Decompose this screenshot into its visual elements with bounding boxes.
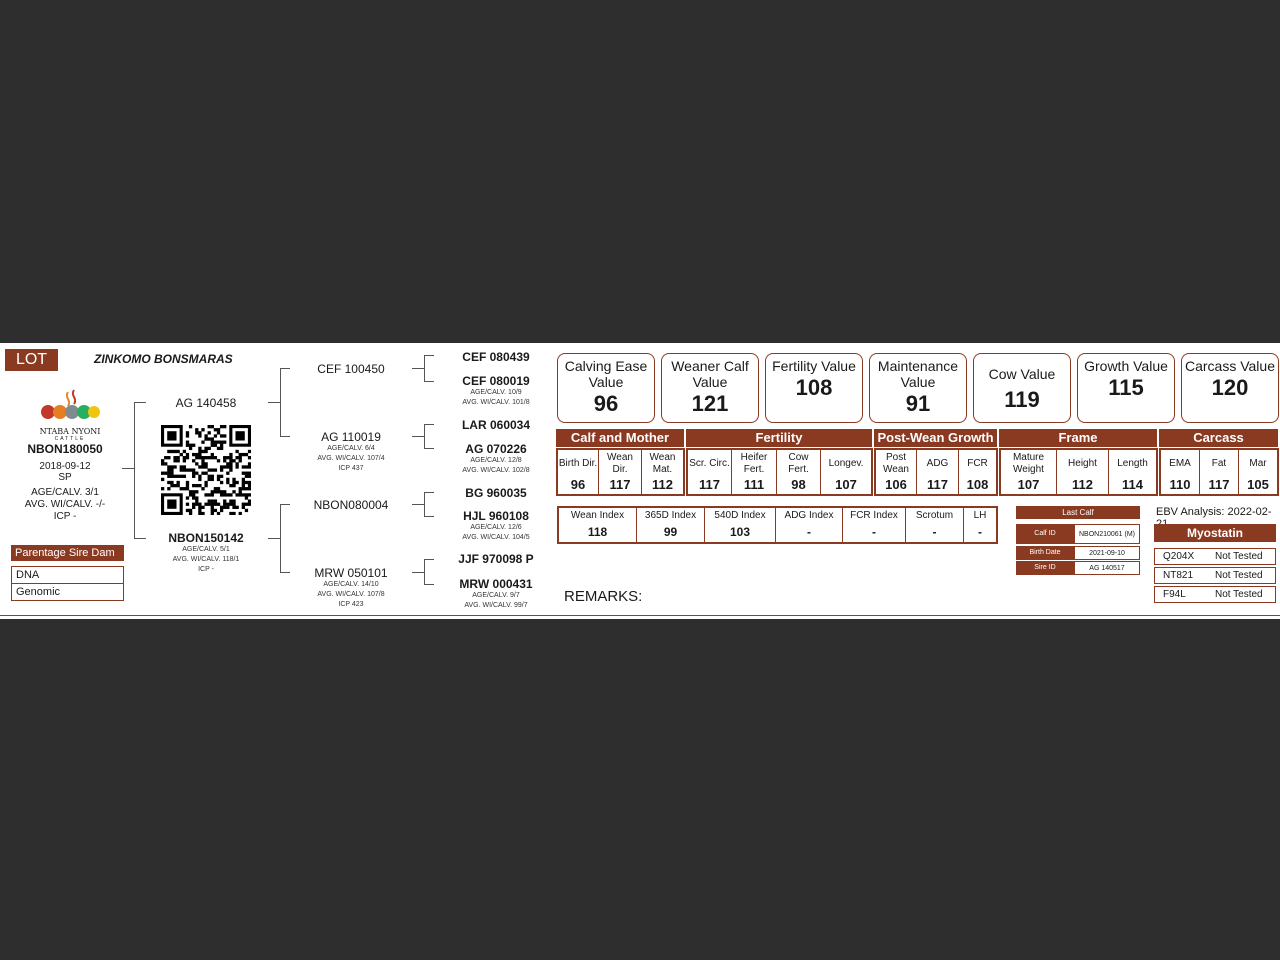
ddd-block xyxy=(440,577,552,611)
connector xyxy=(424,559,434,560)
dss-id: BG 960035 xyxy=(465,486,527,500)
ebv-cell-ema: EMA 110 xyxy=(1161,450,1200,494)
ebv-box-post-wean xyxy=(874,448,998,496)
group-calf-mother: Calf and Mother xyxy=(556,429,684,447)
sire-dam-avg: AVG. WI/CALV. 107/4 xyxy=(317,455,385,462)
value-card-maintenance xyxy=(869,353,967,423)
connector xyxy=(424,355,434,356)
value-card-title: Growth Value xyxy=(1084,358,1168,374)
qr-code-icon[interactable] xyxy=(161,425,251,515)
animal-breed-code: SP xyxy=(58,472,72,483)
ebv-cell-height: Height 112 xyxy=(1057,450,1109,494)
value-card-title: Weaner Calf Value xyxy=(671,358,749,390)
sdd-block xyxy=(440,442,552,476)
value-card-calving-ease xyxy=(557,353,655,423)
sire-dam-age: AGE/CALV. 6/4 xyxy=(327,445,375,452)
parentage-header: Parentage Sire Dam xyxy=(11,545,124,561)
connector xyxy=(268,538,280,539)
connector xyxy=(122,468,134,469)
ebv-box-frame xyxy=(999,448,1158,496)
value-card-title: Maintenance Value xyxy=(877,358,959,390)
index-cell-adg: ADG Index - xyxy=(776,508,843,542)
dam-dam-block xyxy=(295,566,407,610)
ebv-cell-wean-mat: Wean Mat. 112 xyxy=(649,452,676,492)
myostatin-row: Q204X Not Tested xyxy=(1154,548,1276,565)
dam-icp: ICP - xyxy=(198,566,214,573)
ebv-cell-birth-dir: Birth Dir. 96 xyxy=(558,450,599,494)
sale-sheet xyxy=(0,343,1280,619)
connector xyxy=(268,402,280,403)
last-calf-row-sire: Sire ID AG 140517 xyxy=(1016,561,1140,575)
value-card-carcass xyxy=(1181,353,1279,423)
dam-id: NBON150142 xyxy=(168,531,244,545)
index-cell-fcr: FCR Index - xyxy=(843,508,906,542)
value-card-number: 108 xyxy=(795,375,833,400)
index-cell-365d: 365D Index 99 xyxy=(637,508,705,542)
dam-dam-avg: AVG. WI/CALV. 107/8 xyxy=(317,591,385,598)
ssd-avg: AVG. WI/CALV. 101/8 xyxy=(462,399,530,406)
dam-dam-age: AGE/CALV. 14/10 xyxy=(323,581,379,588)
value-card-number: 120 xyxy=(1211,375,1249,400)
connector xyxy=(134,402,135,538)
bird-logo-icon xyxy=(38,388,102,422)
dam-age: AGE/CALV. 5/1 xyxy=(182,546,230,553)
last-calf-row-birth: Birth Date 2021-09-10 xyxy=(1016,546,1140,560)
myostatin-row: F94L Not Tested xyxy=(1154,586,1276,603)
ebv-cell-heifer-fert: Heifer Fert. 111 xyxy=(732,450,777,494)
connector xyxy=(424,448,434,449)
connector xyxy=(280,436,290,437)
value-card-title: Calving Ease Value xyxy=(564,358,648,390)
sire-id: AG 140458 xyxy=(175,396,237,410)
connector xyxy=(424,355,425,381)
dam-block xyxy=(150,531,262,575)
farm-logo xyxy=(38,388,102,442)
value-card-number: 119 xyxy=(1004,387,1040,412)
ddd-age: AGE/CALV. 9/7 xyxy=(472,592,520,599)
ssd-block xyxy=(440,374,552,408)
sdd-id: AG 070226 xyxy=(465,442,527,456)
last-calf-header: Last Calf xyxy=(1016,506,1140,519)
connector xyxy=(412,436,424,437)
logo-name: NTABA NYONI xyxy=(39,427,101,436)
connector xyxy=(412,504,424,505)
sire-dam-block xyxy=(295,430,407,474)
parentage-row-genomic: Genomic xyxy=(11,584,124,601)
ebv-cell-length: Length 114 xyxy=(1117,458,1148,492)
sdd-age: AGE/CALV. 12/8 xyxy=(470,457,522,464)
connector xyxy=(424,559,425,584)
group-fertility: Fertility xyxy=(686,429,872,447)
dam-sire-id: NBON080004 xyxy=(313,498,389,512)
connector xyxy=(424,424,434,425)
group-post-wean: Post-Wean Growth xyxy=(874,429,997,447)
ebv-cell-longev: Longev. 107 xyxy=(828,458,864,492)
connector xyxy=(424,381,434,382)
connector xyxy=(424,424,425,448)
myostatin-header: Myostatin xyxy=(1154,524,1276,542)
animal-info xyxy=(10,442,120,523)
index-cell-540d: 540D Index 103 xyxy=(705,508,776,542)
value-card-number: 96 xyxy=(593,391,619,416)
value-card-cow xyxy=(973,353,1071,423)
ssd-age: AGE/CALV. 10/9 xyxy=(470,389,522,396)
connector xyxy=(280,368,290,369)
value-card-title: Carcass Value xyxy=(1184,358,1275,374)
sss-id: CEF 080439 xyxy=(462,350,530,364)
connector xyxy=(412,368,424,369)
sds-id: LAR 060034 xyxy=(461,418,531,432)
parentage-row-dna: DNA xyxy=(11,566,124,584)
ebv-cell-fat: Fat 117 xyxy=(1200,450,1239,494)
value-card-number: 91 xyxy=(905,391,931,416)
ebv-cell-mature-weight: Mature Weight 107 xyxy=(1001,450,1057,494)
ebv-cell-scr-circ: Scr. Circ. 117 xyxy=(688,450,732,494)
connector xyxy=(424,584,434,585)
connector xyxy=(280,572,290,573)
ebv-box-carcass xyxy=(1159,448,1279,496)
animal-id: NBON180050 xyxy=(27,442,103,456)
ebv-cell-mar: Mar 105 xyxy=(1247,458,1269,492)
ssd-id: CEF 080019 xyxy=(462,374,530,388)
connector xyxy=(134,402,146,403)
dsd-age: AGE/CALV. 12/6 xyxy=(470,524,522,531)
sire-sire-id: CEF 100450 xyxy=(317,362,385,376)
ddd-avg: AVG. WI/CALV. 99/7 xyxy=(464,602,528,609)
dsd-avg: AVG. WI/CALV. 104/5 xyxy=(462,534,530,541)
ebv-box-fertility xyxy=(686,448,873,496)
sire-dam-id: AG 110019 xyxy=(321,430,381,444)
parentage-table xyxy=(11,545,124,601)
dsd-block xyxy=(440,509,552,543)
sire-dam-icp: ICP 437 xyxy=(338,465,364,472)
group-carcass: Carcass xyxy=(1159,429,1278,447)
ebv-cell-post-wean: Post Wean 106 xyxy=(876,450,917,494)
animal-avg-wi: AVG. WI/CALV. -/- xyxy=(24,499,106,510)
logo-sub: CATTLE xyxy=(54,436,86,442)
connector xyxy=(280,504,281,572)
ebv-cell-fcr: FCR 108 xyxy=(966,458,989,492)
value-card-growth xyxy=(1077,353,1175,423)
ebv-analysis-date: EBV Analysis: 2022-02- xyxy=(1156,506,1272,518)
value-card-number: 115 xyxy=(1108,375,1144,400)
value-card-weaner-calf xyxy=(661,353,759,423)
value-card-fertility xyxy=(765,353,863,423)
dam-dam-id: MRW 050101 xyxy=(314,566,388,580)
value-card-number: 121 xyxy=(691,391,729,416)
farm-name: ZINKOMO BONSMARAS xyxy=(94,352,233,366)
dsd-id: HJL 960108 xyxy=(463,509,529,523)
value-card-title: Cow Value xyxy=(988,366,1056,382)
index-cell-wean: Wean Index 118 xyxy=(559,508,637,542)
ddd-id: MRW 000431 xyxy=(459,577,533,591)
ebv-cell-wean-dir: Wean Dir. 117 xyxy=(599,450,642,494)
ebv-cell-adg: ADG 117 xyxy=(917,450,959,494)
dds-id: JJF 970098 P xyxy=(458,552,534,566)
bottom-rule xyxy=(0,615,1280,616)
last-calf-row-id: Calf ID NBON210061 (M) xyxy=(1016,524,1140,544)
ebv-cell-cow-fert: Cow Fert. 98 xyxy=(777,450,821,494)
lot-badge: LOT 16 xyxy=(5,349,58,371)
connector xyxy=(280,368,281,436)
remarks-label: REMARKS: xyxy=(564,588,643,605)
index-cell-lh: LH - xyxy=(973,510,987,539)
connector xyxy=(424,492,425,516)
group-frame: Frame xyxy=(999,429,1157,447)
value-card-title: Fertility Value xyxy=(772,358,856,374)
sdd-avg: AVG. WI/CALV. 102/8 xyxy=(462,467,530,474)
animal-birth-date: 2018-09-12 xyxy=(39,461,91,472)
connector xyxy=(424,492,434,493)
myostatin-row: NT821 Not Tested xyxy=(1154,567,1276,584)
connector xyxy=(134,538,146,539)
dam-dam-icp: ICP 423 xyxy=(338,601,364,608)
animal-icp: ICP - xyxy=(53,511,77,522)
dam-avg: AVG. WI/CALV. 118/1 xyxy=(172,556,240,563)
animal-age-calv: AGE/CALV. 3/1 xyxy=(31,487,99,498)
connector xyxy=(280,504,290,505)
connector xyxy=(412,572,424,573)
index-cell-scrotum: Scrotum - xyxy=(906,508,964,542)
index-table xyxy=(557,506,998,544)
connector xyxy=(424,516,434,517)
ebv-box-calf-mother xyxy=(556,448,685,496)
